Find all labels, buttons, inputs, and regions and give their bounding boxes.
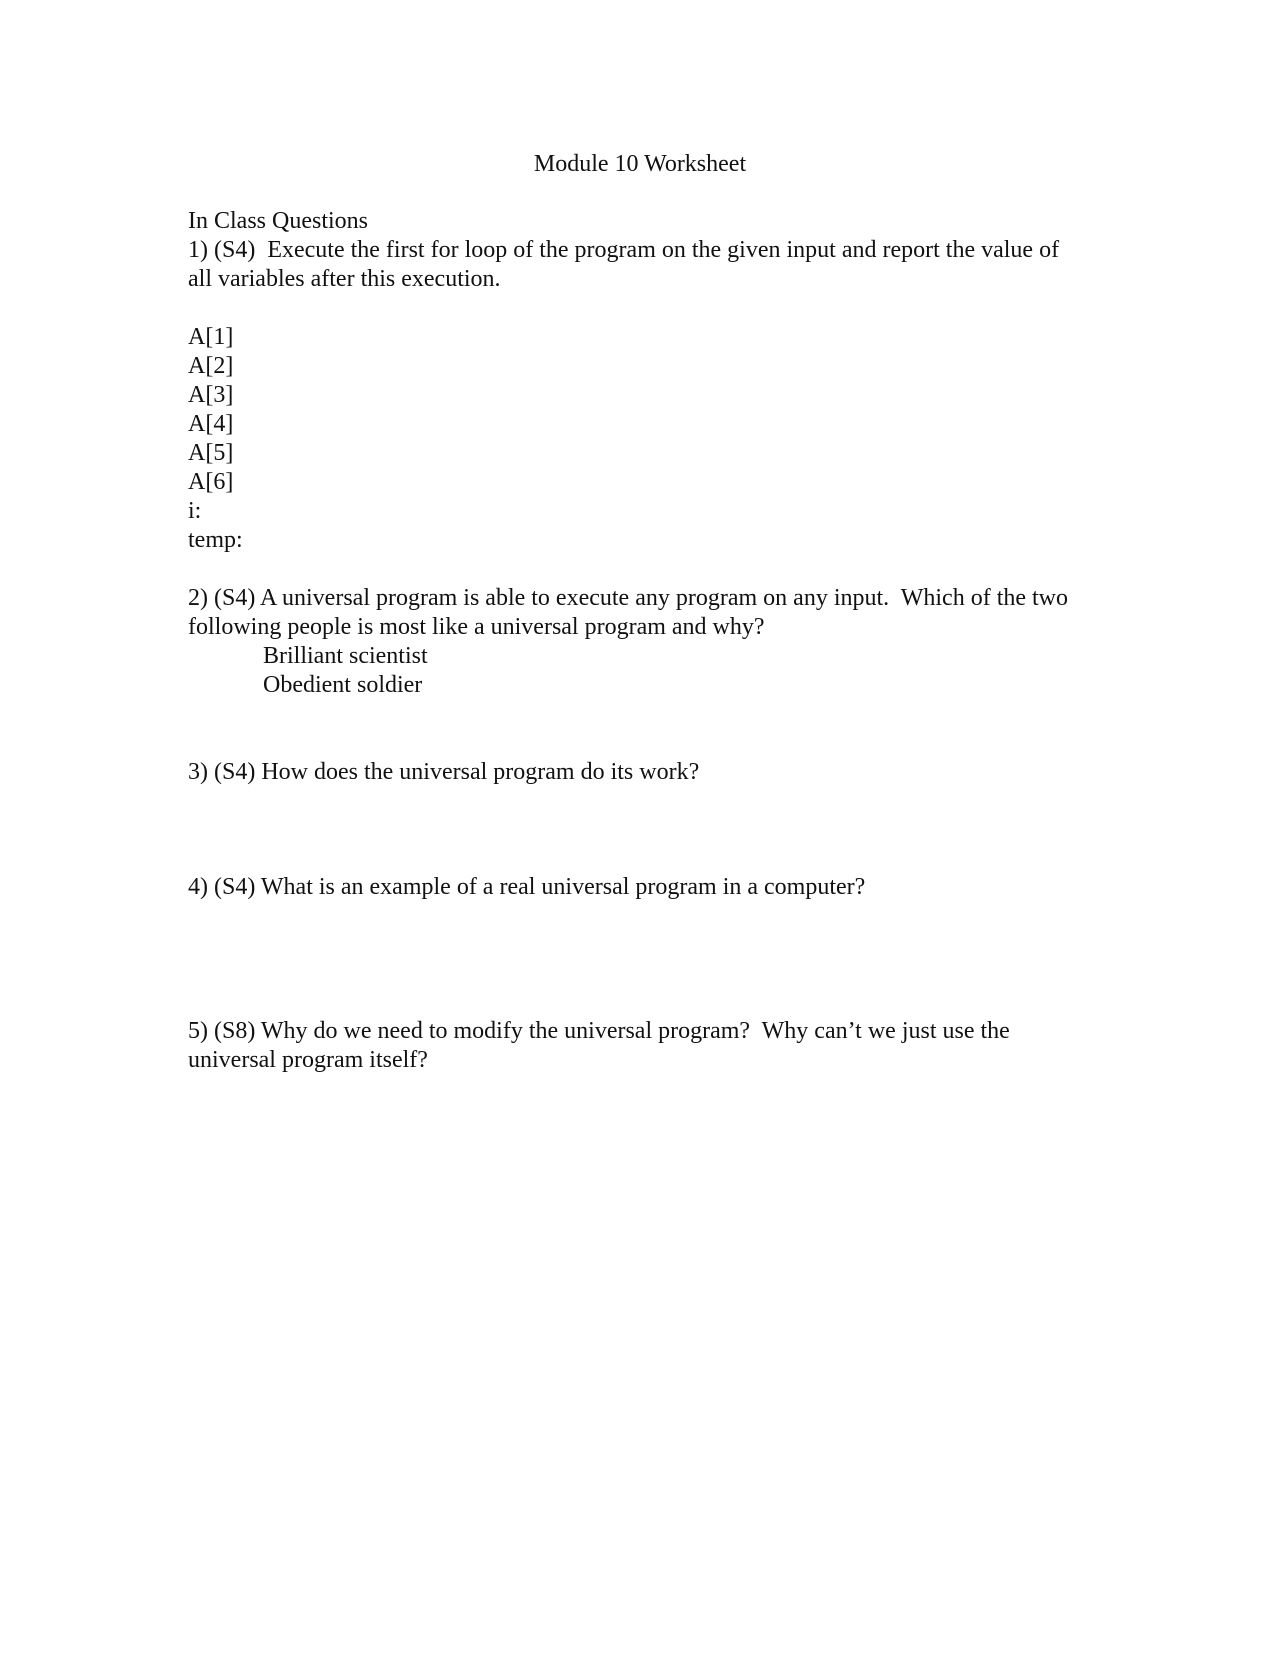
variable-a3: A[3] (188, 382, 234, 408)
section-heading: In Class Questions (188, 208, 368, 234)
variable-a6: A[6] (188, 469, 234, 495)
spacer (188, 787, 1088, 873)
question-4-text: 4) (S4) What is an example of a real universal program in a computer? (188, 874, 866, 900)
question-2-option-scientist: Brilliant scientist (263, 643, 428, 669)
page-title: Module 10 Worksheet (533, 151, 747, 177)
variable-i: i: (188, 498, 202, 524)
spacer (188, 294, 1088, 323)
question-1-variable-list (188, 323, 1088, 555)
variable-temp: temp: (188, 527, 243, 553)
question-3-text: 3) (S4) How does the universal program do its work? (188, 759, 700, 785)
question-5-text: 5) (S8) Why do we need to modify the universal program? Why can’t we just use the universal program itself? (188, 1018, 1016, 1073)
variable-a1: A[1] (188, 324, 234, 350)
question-2-text: 2) (S4) A universal program is able to execute any program on any input. Which of the two following people is most like a universal program and why? (188, 585, 1075, 640)
spacer (188, 902, 1088, 1017)
worksheet-content (188, 207, 1088, 1075)
variable-a2: A[2] (188, 353, 234, 379)
variable-a5: A[5] (188, 440, 234, 466)
spacer (188, 555, 1088, 584)
spacer (188, 700, 1088, 758)
variable-a4: A[4] (188, 411, 234, 437)
question-2-option-soldier: Obedient soldier (263, 672, 423, 698)
question-1-text: 1) (S4) Execute the first for loop of the program on the given input and report the value of all variables after this execution. (188, 237, 1066, 292)
